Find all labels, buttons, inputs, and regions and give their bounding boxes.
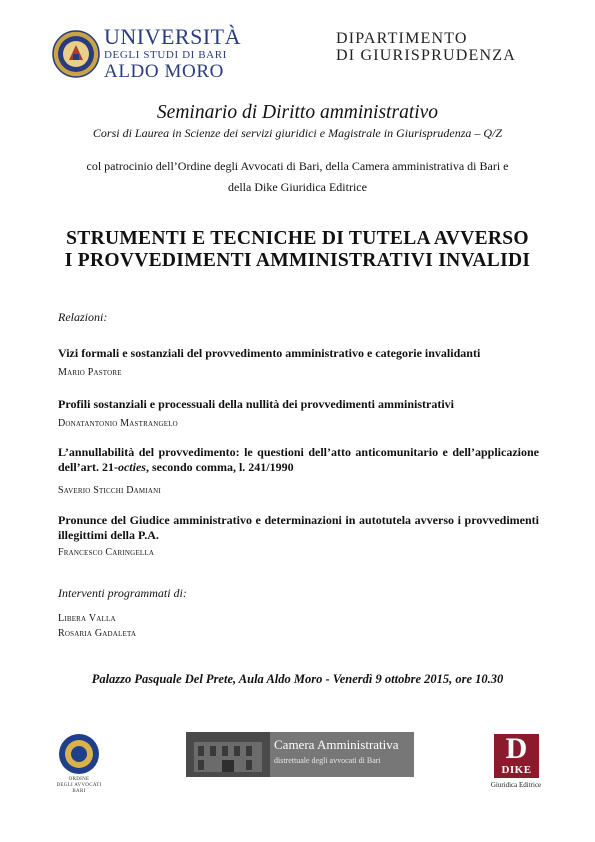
building-photo-icon [186,732,270,777]
speaker-1: Mario Pastore [58,367,122,378]
department-name [336,31,516,65]
university-name-line2: DEGLI STUDI DI BARI [104,49,227,61]
dike-logo [494,734,539,778]
camera-subtitle: distrettuale degli avvocati di Bari [274,756,381,765]
department-line2: DI GIURISPRUDENZA [336,46,516,64]
bar-association-line1: ORDINE [68,777,90,782]
talk-title-3-part-a: L’annullabilità del provvedimento: le questioni dell’atto anticomunitario e dell’applicazione dell’art. 21- [58,445,539,475]
talk-title-3-octies: octies [117,460,146,475]
talk-title-3 [58,445,539,476]
bar-association-line3: BARI [72,788,86,794]
university-name-line1: UNIVERSITÀ [104,24,241,49]
main-title-line2: I PROVVEDIMENTI AMMINISTRATIVI INVALIDI [64,249,531,271]
talk-title-3-part-c: , secondo comma, l. 241/1990 [145,460,294,475]
seminar-title: Seminario di Diritto amministrativo [156,102,439,123]
main-title [0,228,595,272]
speaker-3: Saverio Sticchi Damiani [58,485,161,496]
camera-amministrativa-logo [186,732,414,777]
speaker-4: Francesco Caringella [58,547,155,558]
camera-title: Camera Amministrativa [274,737,399,752]
talk-title-4: Pronunce del Giudice amministrativo e determinazioni in autotutela avverso i provvedimenti illegittimi della P.A. [58,513,539,543]
dike-word: DIKE [501,764,532,776]
patronage-line1: col patrocinio dell’Ordine degli Avvocati di Bari, della Camera amministrativa di Bari e [86,159,509,173]
intervention-person-1: Libera Valla [58,613,116,624]
university-name-line3: ALDO MORO [104,61,224,82]
university-seal-icon [52,30,100,78]
talk-title-1: Vizi formali e sostanziali del provvedimento amministrativo e categorie invalidanti [58,346,481,360]
interventions-label: Interventi programmati di: [58,586,187,600]
seminar-courses: Corsi di Laurea in Scienze dei servizi giuridici e Magistrale in Giurisprudenza – Q/Z [92,126,503,140]
main-title-line1: STRUMENTI E TECNICHE DI TUTELA AVVERSO [66,228,529,249]
speaker-2: Donatantonio Mastrangelo [58,418,178,429]
talk-title-2: Profili sostanziali e processuali della nullità dei provvedimenti amministrativi [58,397,454,411]
dike-subtitle: Giuridica Editrice [490,781,542,789]
bar-association-emblem-icon [58,733,100,775]
dike-letter: D [505,732,528,765]
department-line1: DIPARTIMENTO [336,30,468,47]
patronage-line2: della Dike Giuridica Editrice [228,180,367,194]
venue-line: Palazzo Pasquale Del Prete, Aula Aldo Moro - Venerdì 9 ottobre 2015, ore 10.30 [91,672,504,686]
intervention-person-2: Rosaria Gadaleta [58,628,137,639]
bar-association-line2: DEGLI AVVOCATI [56,782,102,788]
university-name [104,26,241,81]
bar-association-name [50,777,108,794]
reports-label: Relazioni: [58,310,108,324]
